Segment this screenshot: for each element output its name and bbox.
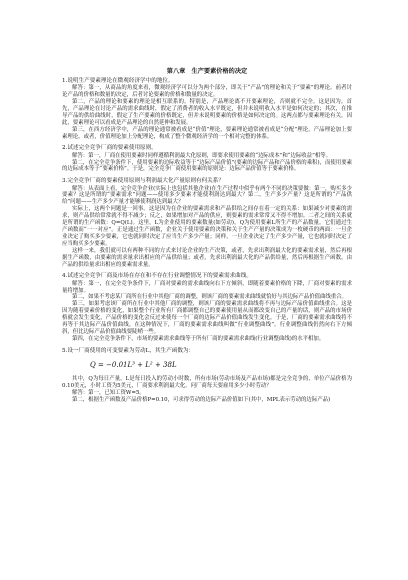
answer-4-para-4: 第四，在完全竞争条件下，市场的要素需求曲线等于所有厂商的要素需求曲线(行业调整曲线)的水平相加。 bbox=[72, 335, 325, 342]
answer-1-para-1: 解答：第一，从商品的角度来看，微观经济学可以分为两个部分，即关于“产品”的理论和关于“要素”的理论。前者讨论产品的价格和数量的决定，后者讨论要素的价格和数量的决定。 bbox=[62, 85, 352, 99]
answer-5-para-2: 解答：第一，已知工资W=5。 bbox=[72, 389, 145, 396]
answer-3-para-1: 解答：从表面上看，完全竞争企业(实际上也包括其他企业)在生产过程中似乎有两个不同的决策要做：第一，购买多少要素？这是所谓的“要素需求”问题——使用多少要素才能使利润达到最大？第二，生产多少产量？这是所谓的“产品供给”问题——生产多少产量才能够使利润达到最大？ bbox=[62, 185, 352, 206]
question-5: 5.设一厂商使用的可变要素为劳动L，其生产函数为： bbox=[62, 347, 195, 354]
answer-2-para-2: 第二，在完全竞争条件下，使用要素的边际收益等于“边际产品价值”(要素的边际产品和产品价格的乘积)，而使用要素的边际成本等于“要素价格”。于是，完全竞争厂商使用要素的原则是：边际产品价值等于要素价格。 bbox=[62, 159, 352, 173]
answer-4-para-1: 解答：第一，在完全竞争条件下，厂商对要素的需求曲线向右下方倾斜，即随着要素价格的下降，厂商对要素的需求量将增加。 bbox=[62, 280, 352, 294]
chapter-title: 第八章 生产要素价格的决定 bbox=[166, 68, 248, 75]
question-4: 4.试述完全竞争厂商及市场在存在和不存在行业调整情况下的要素需求曲线。 bbox=[62, 273, 252, 280]
document-body bbox=[62, 68, 352, 404]
question-2: 2.试述完全竞争厂商的要素使用原则。 bbox=[62, 145, 157, 152]
answer-4-para-2: 第二，如果不考虑某厂商所在行业中其他厂商的调整，则该厂商的要素需求曲线就恰好与其边际产品价值曲线重合。 bbox=[72, 294, 347, 301]
answer-5-para-3: 第二，根据生产函数及产品价格P=0.10，可求得劳动的边际产品价值如下(其中，MPL表示劳动的边际产品) bbox=[72, 396, 331, 403]
answer-4-para-3: 第三，如果考虑该厂商所在行业中其他厂商的调整，则该厂商的要素需求曲线将不再与边际产品价值曲线重合。这是因为随着要素价格的变化，如果整个行业所有厂商都调整自己的要素使用量从而都改变自己的产量的话，则产品的市场价格就会发生变化，产品价格的变化会反过来使每一个厂商的边际产品价值曲线发生变化。于是，厂商的要素需求曲线将不再等于其边际产品价值曲线。在这种情况下，厂商的要素需求曲线叫做“行业调整曲线”。行业调整曲线仍然向右下方倾斜，但比边际产品价值曲线要陡峭一些。 bbox=[62, 301, 352, 335]
answer-5-para-1: 其中，Q为每日产量，L是每日投入的劳动小时数，所有市场(劳动市场及产品市场)都是完全竞争的，单位产品价格为0.10美元，小时工资为5美元，厂商要求利润最大化。问厂商每天要雇用多少小时劳动？ bbox=[62, 376, 352, 389]
question-1: 1.说明生产要素理论在微观经济学中的地位。 bbox=[62, 78, 174, 84]
question-3: 3.完全竞争厂商的要素使用原则与利润最大化产量原则有何关系？ bbox=[62, 178, 224, 185]
answer-2-para-1: 解答：第一，厂商在使用要素时同样遵循利润最大化原则，即要求使用要素的“边际成本”和“边际收益”相等。 bbox=[72, 152, 331, 159]
answer-1-para-2: 第二，产品的理论和要素的理论是相互联系的。特别是，产品理论离不开要素理论，否则就不完全。这是因为，首先，产品理论在讨论产品的需求曲线时，假定了消费者的收入水平既定，但并未说明收入水平是如何决定的；其次，在推导产品的供给曲线时，假定了生产要素的价格既定，但并未说明要素的价格是如何决定的。这两点都与要素理论有关。因此，要素理论可以看成是产品理论的自然延伸和发展。 bbox=[62, 99, 352, 126]
answer-3-para-2: 实际上，这两个问题是一回事。这是因为在企业的要素需求和产品供给之间存在着一定的关系：如果减少对要素的需求，则产品供给常常就不得不减少；反之，如果增加对产品的供应，则要素的需求常常又不得不增加。二者之间的关系就是所谓的生产函数：Q=Q(L)。这里，L为企业使用的要素数量(如劳动)，Q为使用要素L所生产的产品数量。它们通过生产函数而“一一对应”。正是通过生产函数，企业关于使用要素的决策和关于生产产量的决策成为一枚硬币的两面：一旦企业决定了购买多少要素，它也就同时决定了应当生产多少产量；同样，一旦企业决定了生产多少产量，它也就同时决定了应当购买多少要素。 bbox=[62, 206, 352, 247]
answer-1-para-3: 第三，在西方经济学中，产品的理论通常被看成是“价值”理论，要素理论通常被看成是“分配”理论。产品理论加上要素理论，或者，价值理论加上分配理论，构成了整个微观经济学的一个相对完整的体系。 bbox=[62, 126, 352, 140]
production-function-formula: Q = −0.01L³ + L² + 38L bbox=[90, 361, 177, 370]
answer-3-para-3: 这样一来，我们就可以有两种不同的方式来讨论企业的生产决策，或者，先求出利润最大化的要素需求量，然后再根据生产函数，由要素的需求量求出相应的产品供给量；或者，先求出利润最大化的产品供给量，然后再根据生产函数，由产品的供给量求出相应的要素需求量。 bbox=[62, 247, 352, 268]
